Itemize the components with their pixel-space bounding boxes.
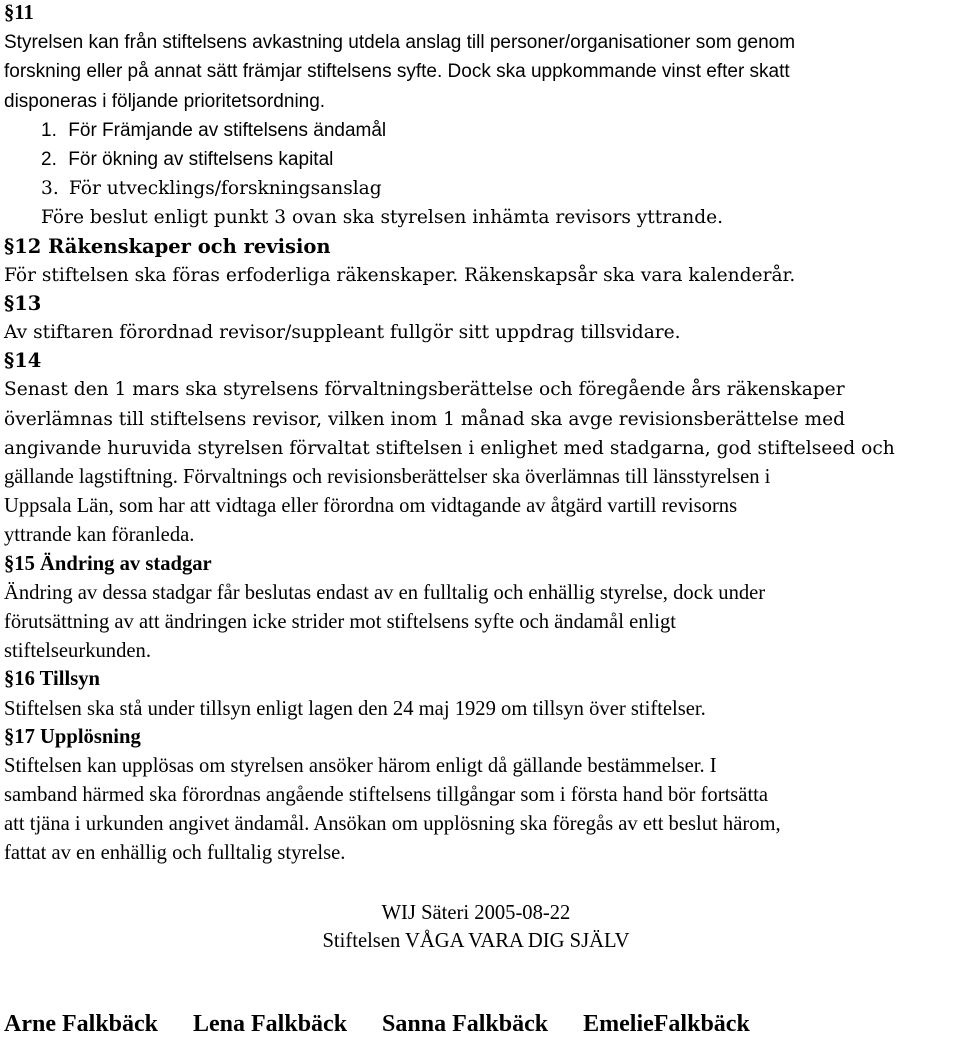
section-17 [4,723,956,869]
paragraph-line: samband härmed ska förordnas angående stiftelsens tillgångar som i första hand bör fortsätta [4,784,769,807]
paragraph-line: Före beslut enligt punkt 3 ovan ska styrelsen inhämta revisors yttrande. [41,207,724,229]
list-number: 2. [41,148,57,170]
paragraph-line: Senast den 1 mars ska styrelsens förvaltningsberättelse och föregående års räkenskaper [4,379,845,401]
section-heading: §17 Upplösning [4,725,141,748]
section-16 [4,665,956,723]
paragraph-line: angivande huruvida styrelsen förvaltat stiftelsen i enlighet med stadgarna, god stiftelseed och [4,437,895,459]
paragraph-line: överlämnas till stiftelsens revisor, vilken inom 1 månad ska avge revisionsberättelse med [4,408,846,430]
paragraph-line: att tjäna i urkunden angivet ändamål. Ansökan om upplösning ska föregås av ett beslut härom, [4,813,781,836]
signatory-name: Sanna Falkbäck [382,1011,549,1037]
section-heading: §14 [4,349,42,373]
paragraph-line: gällande lagstiftning. Förvaltnings och revisionsberättelser ska överlämnas till länsstyrelsen i [4,466,771,488]
signature-place-date: WIJ Säteri 2005-08-22 [381,902,571,924]
section-heading: §16 Tillsyn [4,668,100,691]
list-number: 3. [41,178,59,200]
paragraph-line: Stiftelsen kan upplösas om styrelsen ansöker härom enligt då gällande bestämmelser. I [4,754,717,777]
section-15 [4,550,956,667]
list-item [4,174,956,203]
section-heading: §15 Ändring av stadgar [4,552,212,575]
section-heading: §13 [4,291,42,315]
list-text: För utvecklings/forskningsanslag [68,178,382,200]
paragraph-line: stiftelseurkunden. [4,640,151,663]
section-14 [4,346,956,550]
paragraph-line: För stiftelsen ska föras erfoderliga räkenskaper. Räkenskapsår ska vara kalenderår. [4,264,796,286]
list-text: För ökning av stiftelsens kapital [68,148,334,170]
paragraph-line: Av stiftaren förordnad revisor/suppleant fullgör sitt uppdrag tillsvidare. [4,322,681,344]
paragraph-line: forskning eller på annat sätt främjar stiftelsens syfte. Dock ska uppkommande vinst efter skatt [4,61,790,83]
signatory-name: Arne Falkbäck [4,1011,159,1037]
signatory-name: EmelieFalkbäck [583,1011,750,1037]
paragraph-line: förutsättning av att ändringen icke strider mot stiftelsens syfte och ändamål enligt [4,610,676,633]
paragraph-line: yttrande kan föranleda. [4,524,195,547]
signature-organization: Stiftelsen VÅGA VARA DIG SJÄLV [322,930,630,952]
paragraph-line: Ändring av dessa stadgar får beslutas endast av en fulltalig och enhällig styrelse, dock under [4,581,766,604]
signatory-name: Lena Falkbäck [193,1011,348,1037]
section-11 [4,0,956,233]
list-text: För Främjande av stiftelsens ändamål [68,119,387,141]
paragraph-line: fattat av en enhällig och fulltalig styrelse. [4,842,346,865]
signatory-names [4,1011,779,1038]
list-item [4,116,956,145]
section-13 [4,289,956,347]
paragraph-line: Uppsala Län, som har att vidtaga eller förordna om vidtagande av åtgärd vartill revisorns [4,495,738,518]
paragraph-line: Stiftelsen ska stå under tillsyn enligt lagen den 24 maj 1929 om tillsyn över stiftelser. [4,697,706,720]
list-number: 1. [41,119,57,141]
paragraph-line: disponeras i följande prioritetsordning. [4,90,326,112]
section-12 [4,232,956,290]
list-item [4,145,956,174]
section-heading: §11 [4,2,34,24]
document-page [4,0,956,869]
section-heading: §12 Räkenskaper och revision [4,234,331,258]
paragraph-line: Styrelsen kan från stiftelsens avkastning utdela anslag till personer/organisationer som genom [4,32,796,54]
